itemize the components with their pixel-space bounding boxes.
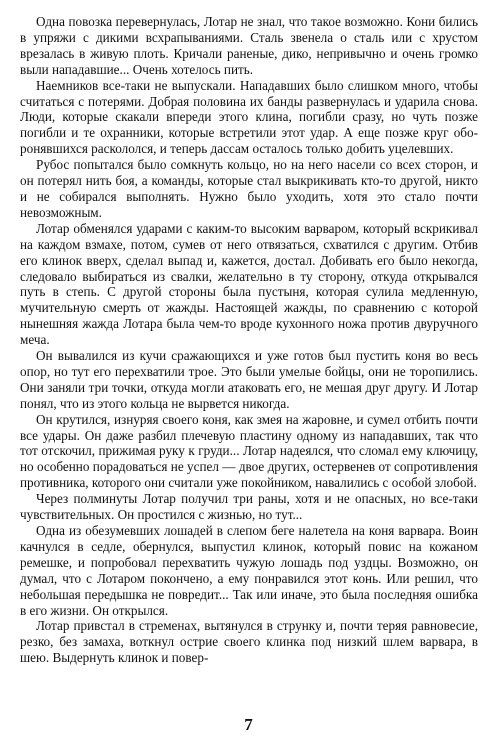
paragraph-6: Он крутился, изнуряя своего коня, как змея на жаровне, и сумел отбить почти все удары. Он даже разбил плечевую пластину одному из нападавших, так что тот отскочил, прижимая руку к груди... Лотар надеялся, что сломал ему ключицу, но особенно порадоваться не успел — двое других, остервенев от сопротивления противника, которого они считали уже покойником, навалились с особой злобой. <box>20 411 478 491</box>
paragraph-3: Рубос попытался было сомкнуть кольцо, но на него насели со всех сторон, и он потерял нить боя, а команды, которые стал выкрикивать кто-то другой, никто и не собирался выполнять. Нужно было уходить, хотя это стало почти невозможным. <box>20 157 478 220</box>
paragraph-8: Одна из обезумевших лошадей в слепом беге налетела на коня варвара. Воин качнулся в седле, обернулся, выпустил клинок, который повис на кожаном ремешке, и попробовал перехватить чужую лошадь под уздцы. Возможно, он думал, что с Лотаром покончено, а ему понравился этот конь. Или решил, что небольшая передышка не повредит... Так или иначе, это была последняя ошибка в его жизни. Он открылся. <box>20 523 478 618</box>
paragraph-7: Через полминуты Лотар получил три раны, хотя и не опасных, но все-таки чувствительных. Он простился с жизнью, но тут... <box>20 491 478 523</box>
paragraph-1: Одна повозка перевернулась, Лотар не знал, что такое возможно. Кони бились в упряжи с дикими всхрапываниями. Сталь звенела о сталь или с хрустом врезалась в живую плоть. Кричали раненые, дико, непривычно и очень громко выли нападавшие... Очень хотелось пить. <box>20 14 478 77</box>
paragraph-5: Он вывалился из кучи сражающихся и уже готов был пустить коня во весь опор, но тут его перехватили трое. Это были умелые бойцы, они не торопились. Они заняли три точки, откуда могли атаковать его, не мешая друг другу. И Лотар понял, что из этого кольца не вырвется никогда. <box>20 348 478 411</box>
paragraph-4: Лотар обменялся ударами с каким-то высоким варваром, который вскрикивал на каждом взмахе, потом, сумев от него отвязаться, схватился с другим. Отбив его клинок вверх, сделал выпад и, кажется, достал. Добивать его было некогда, следовало выбираться из свалки, желательно в ту сторону, откуда открывался путь в степь. С другой стороны была пустыня, которая сулила медленную, мучительную смерть от жажды. Настоящей жажды, по сравнению с которой нынешняя жажда Лотара была чем-то вроде кухонного ножа против двуручного меча. <box>20 220 478 348</box>
paragraph-2: Наемников все-таки не выпускали. Нападавших было слишком много, чтобы считаться с потерями. Добрая половина их банды развернулась и ударила снова. Люди, которые скакали впереди этого клина, погибли сразу, но чуть позже погибли и те охранники, которые встретили этот удар. А еще позже круг оборонявшихся раскололся, и теперь дассам осталось только добить уцелевших. <box>20 77 478 157</box>
paragraph-9: Лотар привстал в стременах, вытянулся в струнку и, почти теряя равновесие, резко, без замаха, воткнул острие своего клинка под низкий шлем варвара, в шею. Выдернуть клинок и повер- <box>20 618 478 666</box>
page-number: 7 <box>244 715 253 734</box>
book-page-text <box>20 14 478 736</box>
